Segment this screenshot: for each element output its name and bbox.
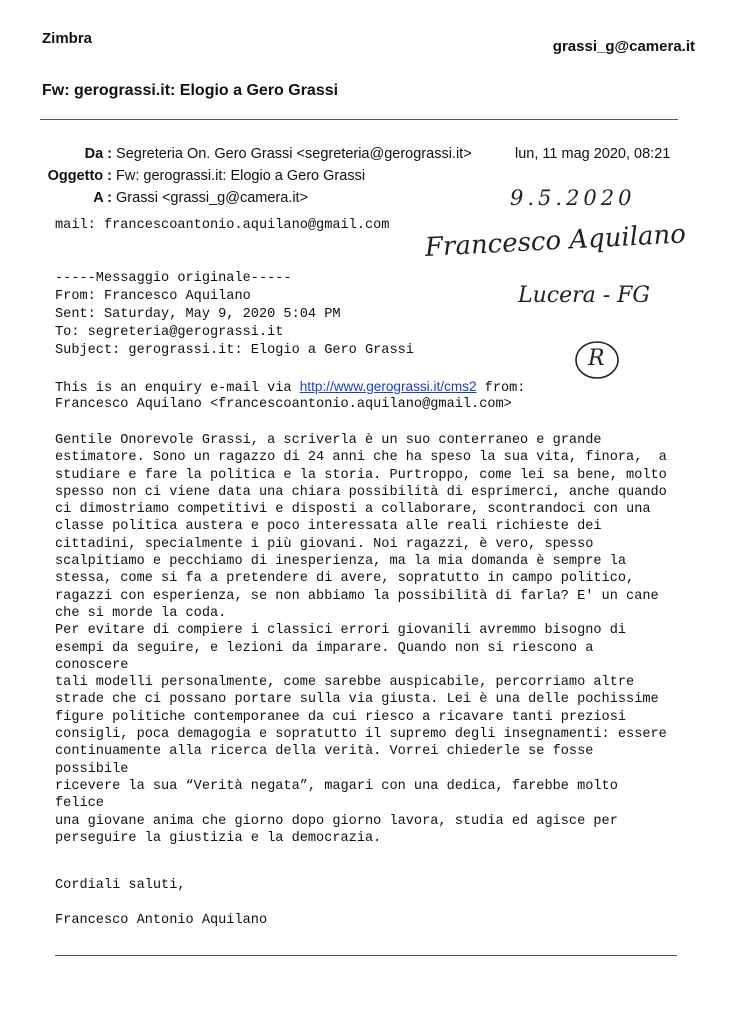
date-value: lun, 11 mag 2020, 08:21 [515,146,671,162]
message-title: Fw: gerograssi.it: Elogio a Gero Grassi [42,82,339,99]
original-header-line: -----Messaggio originale----- [55,271,292,286]
handwritten-date: 9.5.2020 [510,186,636,210]
subject-label: Oggetto : [47,168,112,184]
from-label: Da : [84,146,112,162]
handwritten-mark-icon [574,340,620,380]
enquiry-link[interactable]: http://www.gerograssi.it/cms2 [299,379,477,394]
enquiry-prefix: This is an enquiry e-mail via [55,381,300,396]
to-row [30,190,308,206]
handwritten-place: Lucera - FG [518,283,651,308]
closing-text: Cordiali saluti, Francesco Antonio Aquilano [55,878,268,928]
body-text: Gentile Onorevole Grassi, a scriverla è un suo conterraneo e grande estimatore. Sono un ragazzo di 24 anni che ha speso la sua vita, finora, a studiare e fare la politica e la storia. Purtroppo, come lei sa bene, molto spesso non ci viene data una chiara possibilità di esprimerci, anche quando ci dimostriamo competitivi e disposti a collaborare, scontrandoci con una classe politica austera e poco interessata alle reali richieste dei cittadini, specialmente i più giovani. Noi ragazzi, è vero, spesso scalpitiamo e pecchiamo di inesperienza, ma la mia domanda è sempre la stessa, come si fa a pretendere di avere, sopratutto in campo politico, ragazzi con esperienza, se non abbiamo la possibilità di farla? E' un cane che si morde la coda. Per evitare di compiere i classici errori giovanili avremmo bisogno di esempi da seguire, e lezioni da imparare. Quando non si riescono a conoscere tali modelli personalmente, come sarebbe auspicabile, percorriamo altre strade che ci possano portare sulla via giusta. Lei è una delle pochissime figure politiche contemporanee da cui riesco a ricavare tanti preziosi consigli, poca demagogia e sopratutto il supremo degli insegnamenti: essere continuamente alla ricerca della verità. Vorrei chiederle se fosse possibile ricevere la sua “Verità negata”, magari con una dedica, farebbe molto felice una giovane anima che giorno dopo giorno lavora, studia ed agisce per perseguire la giustizia e la democrazia. [55,433,667,846]
original-header-line: Subject: gerograssi.it: Elogio a Gero Grassi [55,343,414,358]
handwritten-mark-letter: R [588,346,605,371]
footer-divider [55,955,677,956]
handwritten-name: Francesco Aquilano [424,219,687,263]
title-divider [40,119,678,120]
to-label: A : [93,190,112,206]
original-header-line: From: Francesco Aquilano [55,289,251,304]
enquiry-line-2: Francesco Aquilano <francescoantonio.aquilano@gmail.com> [55,397,512,412]
user-email: grassi_g@camera.it [552,38,695,55]
app-name: Zimbra [42,30,93,47]
from-row [30,146,472,162]
mail-line: mail: francescoantonio.aquilano@gmail.com [55,218,390,233]
from-value: Segreteria On. Gero Grassi <segreteria@gerograssi.it> [116,146,472,162]
subject-value: Fw: gerograssi.it: Elogio a Gero Grassi [116,168,366,184]
to-value: Grassi <grassi_g@camera.it> [116,190,309,206]
enquiry-line [55,378,525,397]
original-header-line: To: segreteria@gerograssi.it [55,325,284,340]
subject-row [30,168,365,184]
original-header-line: Sent: Saturday, May 9, 2020 5:04 PM [55,307,341,322]
enquiry-suffix: from: [476,381,526,396]
